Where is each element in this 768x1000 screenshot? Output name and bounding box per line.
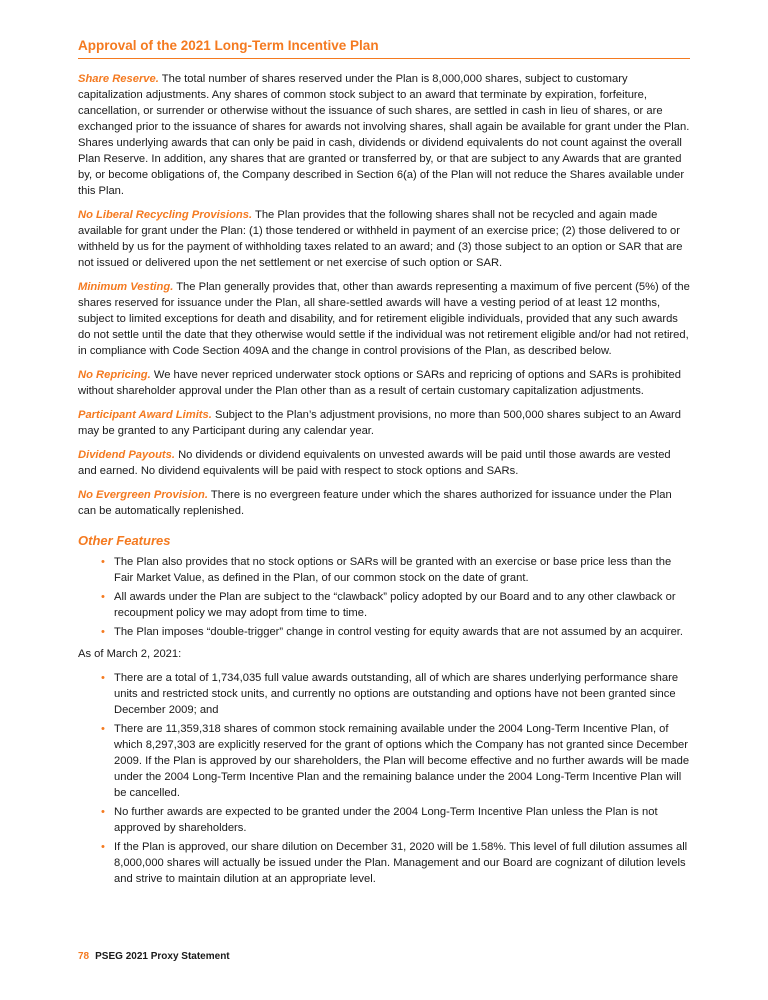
section-lead: No Liberal Recycling Provisions. [78,209,253,221]
list-item: • The Plan also provides that no stock options or SARs will be granted with an exercise or base price less than the Fair Market Value, as defined in the Plan, of our common stock on the date of grant. [114,554,690,586]
other-features-heading: Other Features [78,533,171,548]
section-text: The total number of shares reserved under the Plan is 8,000,000 shares, subject to customary capitalization adjustments. Any shares of common stock subject to an award that terminate by expiration, forfeiture, cancellation, or surrender or otherwise without the issuance of such shares, are settled in cash in lieu of shares, or are exchanged prior to the issuance of shares for awards not involving shares, shall again be available for grant under the Plan. Shares underlying awards that can only be paid in cash, dividends or dividend equivalents do not count against the overall Plan Reserve. In addition, any shares that are granted or transferred by, or that are subject to any Awards that are granted by, or become obligations of, the Company described in Section 6(a) of the Plan will not reduce the Shares available under this Plan. [78,73,690,197]
section-text: The Plan generally provides that, other than awards representing a maximum of five percent (5%) of the shares reserved for issuance under the Plan, all share-settled awards will have a vesting period of at least 12 months, subject to limited exceptions for death and disability, and for retirement eligible individuals, provided that any such awards do not settle until the date that they otherwise would settle if the individual was not retirement eligible and/or had not retired, in compliance with Code Section 409A and the change in control provisions of the Plan, as described below. [78,281,690,357]
section-lead: No Evergreen Provision. [78,489,208,501]
list-item: • There are 11,359,318 shares of common stock remaining available under the 2004 Long-Term Incentive Plan, of which 8,297,303 are explicitly reserved for the grant of options which the Company has not granted since December 2009. If the Plan is approved by our shareholders, the Plan will become effective and no further awards will be made under the 2004 Long-Term Incentive Plan and the remaining balance under the 2004 Long-Term Incentive Plan will be cancelled. [114,721,690,801]
section-lead: Minimum Vesting. [78,281,174,293]
section-participant-award-limits [78,407,690,439]
section-lead: Share Reserve. [78,73,159,85]
as-of-label: As of March 2, 2021: [78,648,182,660]
section-text: No dividends or dividend equivalents on unvested awards will be paid until those awards are vested and earned. No dividend equivalents will be paid with respect to stock options and SARs. [78,449,671,477]
other-features-list [78,554,690,640]
section-no-evergreen [78,487,690,519]
document-page [78,38,690,893]
list-item: • There are a total of 1,734,035 full value awards outstanding, all of which are shares underlying performance share units and restricted stock units, and currently no options are outstanding and options have not been granted since December 2009; and [114,670,690,718]
section-lead: Dividend Payouts. [78,449,175,461]
page-number: 78 [78,951,90,962]
list-item: • If the Plan is approved, our share dilution on December 31, 2020 will be 1.58%. This level of full dilution assumes all 8,000,000 shares will actually be issued under the Plan. Management and our Board are cognizant of dilution levels and strive to maintain dilution at an appropriate level. [114,839,690,887]
section-lead: No Repricing. [78,369,151,381]
section-minimum-vesting [78,279,690,359]
section-text: We have never repriced underwater stock options or SARs and repricing of options and SARs is prohibited without shareholder approval under the Plan other than as a result of certain customary capitalization adjustments. [78,369,681,397]
section-text: Subject to the Plan’s adjustment provisions, no more than 500,000 shares subject to an Award may be granted to any Participant during any calendar year. [78,409,682,437]
section-share-reserve [78,71,690,199]
list-item: • No further awards are expected to be granted under the 2004 Long-Term Incentive Plan unless the Plan is not approved by shareholders. [114,804,690,836]
section-no-repricing [78,367,690,399]
footer-doc-title: PSEG 2021 Proxy Statement [95,951,230,962]
section-lead: Participant Award Limits. [78,409,212,421]
section-text: There is no evergreen feature under which the shares authorized for issuance under the Plan can be automatically replenished. [78,489,672,517]
section-text: The Plan provides that the following shares shall not be recycled and again made available for grant under the Plan: (1) those tendered or withheld in payment of an exercise price; (2) those delivered to or withheld by us for the payment of withholding taxes related to an award; and (3) those subject to an option or SAR that are not issued or delivered upon the net settlement or net exercise of such option or SAR. [78,209,683,269]
page-title: Approval of the 2021 Long-Term Incentive Plan [78,38,690,59]
section-no-liberal-recycling [78,207,690,271]
section-dividend-payouts [78,447,690,479]
list-item: • All awards under the Plan are subject to the “clawback” policy adopted by our Board and to any other clawback or recoupment policy we may adopt from time to time. [114,589,690,621]
list-item: • The Plan imposes “double-trigger” change in control vesting for equity awards that are not assumed by an acquirer. [114,624,690,640]
as-of-list [78,670,690,887]
page-footer [78,951,230,962]
